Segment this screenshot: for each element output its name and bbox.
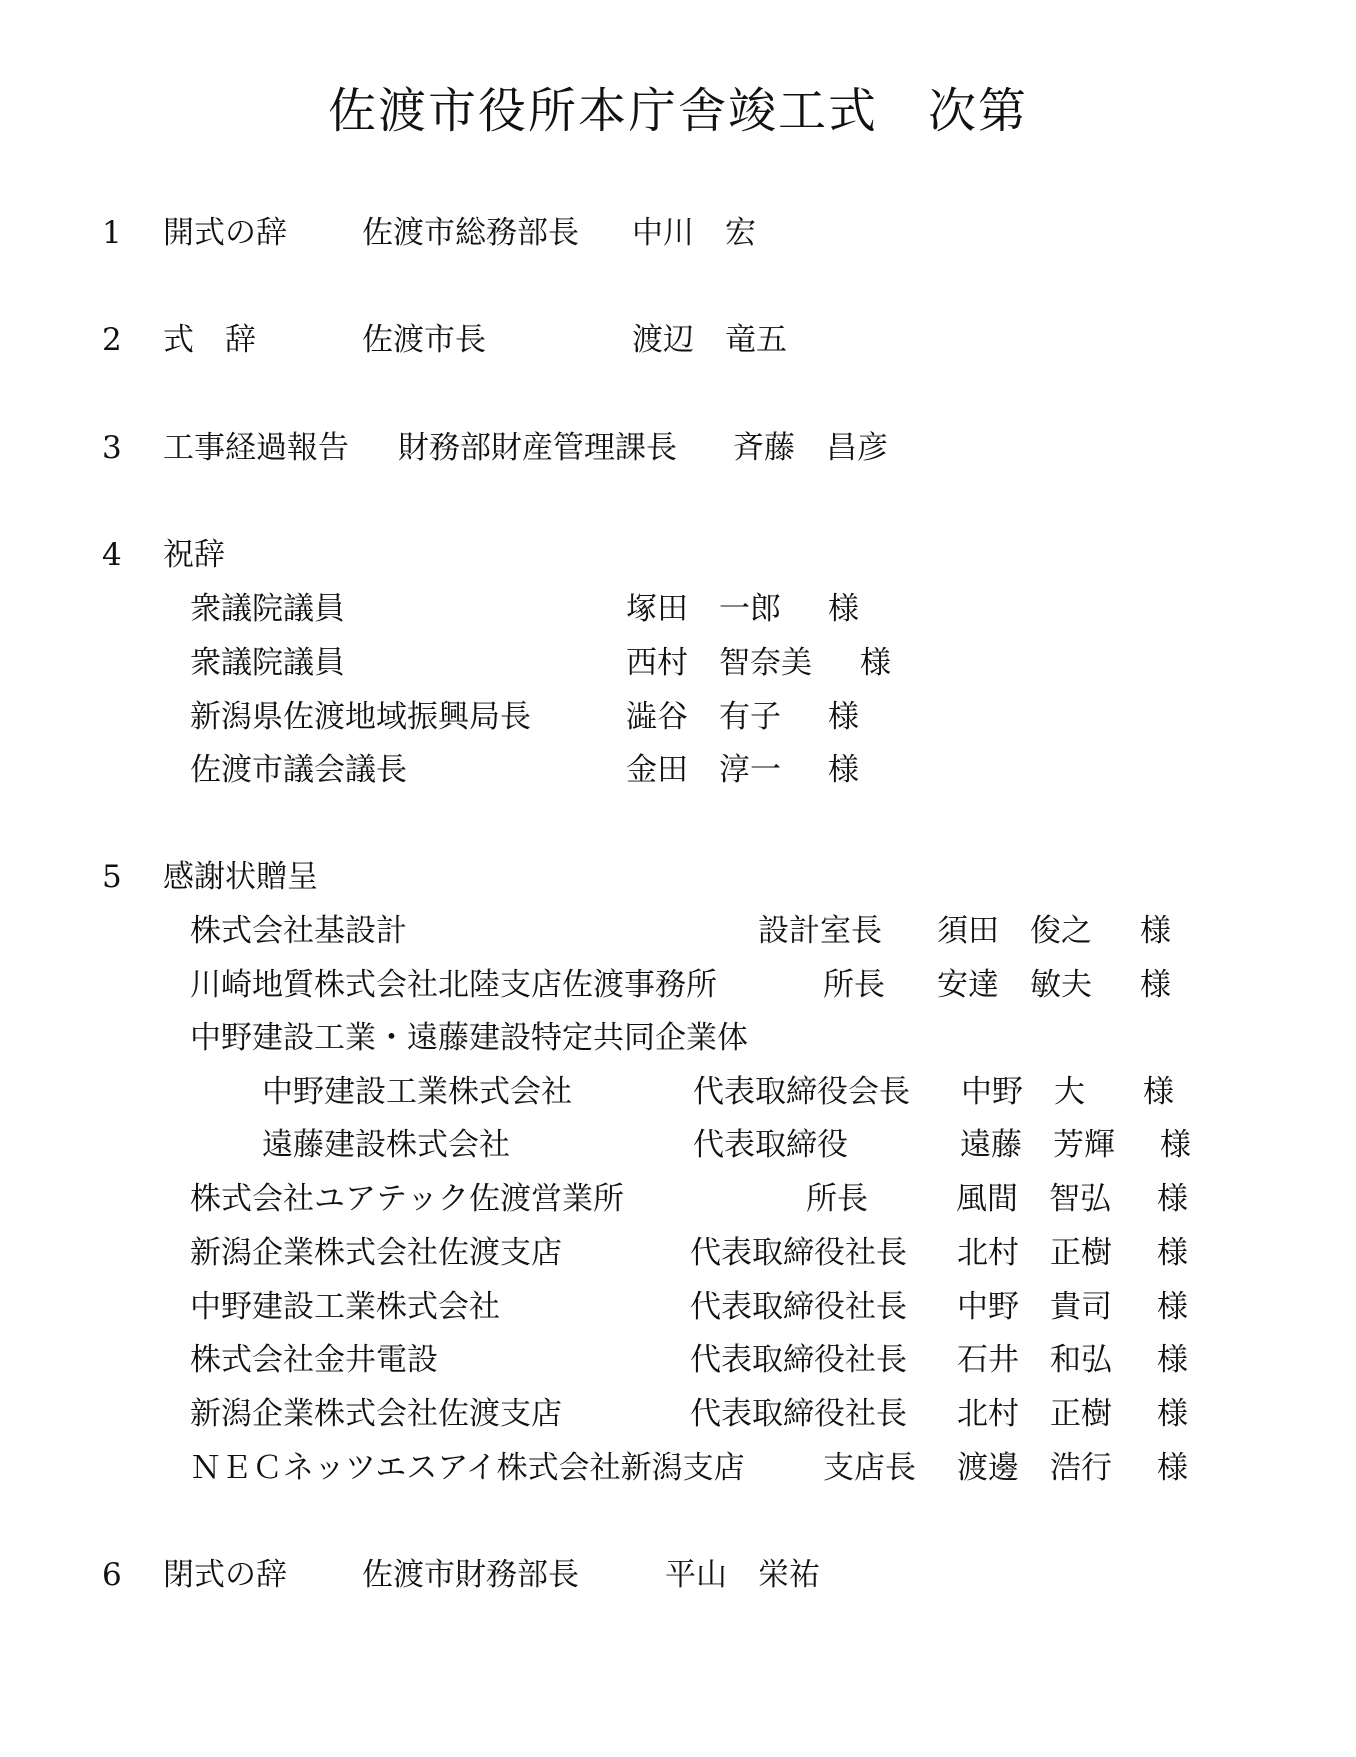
speaker-title: 財務部財産管理課長 — [398, 430, 677, 466]
award-company: 新潟企業株式会社佐渡支店 — [190, 1396, 562, 1432]
award-person: 中野 大 — [961, 1074, 1085, 1110]
guest-name: 澁谷 有子 — [626, 699, 781, 735]
award-position: 所長 — [823, 967, 885, 1003]
agenda-label: 工事経過報告 — [163, 430, 349, 466]
agenda-number: 3 — [102, 430, 122, 466]
guest-name: 西村 智奈美 — [626, 645, 812, 681]
agenda-label: 閉式の辞 — [163, 1557, 287, 1593]
award-company: 株式会社基設計 — [190, 913, 407, 949]
guest-honorific: 様 — [828, 591, 859, 627]
speaker-name: 平山 栄祐 — [665, 1557, 820, 1593]
speaker-name: 渡辺 竜五 — [632, 322, 787, 358]
agenda-number: 1 — [102, 215, 122, 251]
award-company: 新潟企業株式会社佐渡支店 — [190, 1235, 562, 1271]
guest-title: 佐渡市議会議長 — [190, 752, 407, 788]
agenda-label: 式 辞 — [163, 322, 256, 358]
document-title: 佐渡市役所本庁舎竣工式 次第 — [327, 83, 1028, 139]
award-position: 代表取締役社長 — [690, 1235, 907, 1271]
award-person: 北村 正樹 — [957, 1396, 1112, 1432]
guest-title: 衆議院議員 — [190, 645, 345, 681]
award-position: 代表取締役社長 — [690, 1342, 907, 1378]
award-person: 須田 俊之 — [937, 913, 1092, 949]
award-person: 風間 智弘 — [956, 1181, 1111, 1217]
agenda-number: 5 — [102, 859, 122, 895]
award-company: 株式会社金井電設 — [190, 1342, 438, 1378]
guest-title: 新潟県佐渡地域振興局長 — [190, 699, 531, 735]
speaker-title: 佐渡市総務部長 — [362, 215, 579, 251]
award-position: 所長 — [806, 1181, 868, 1217]
agenda-number: 4 — [102, 537, 122, 573]
agenda-label: 開式の辞 — [163, 215, 287, 251]
award-honorific: 様 — [1143, 1074, 1174, 1110]
agenda-number: 6 — [102, 1557, 122, 1593]
speaker-name: 中川 宏 — [632, 215, 756, 251]
award-position: 代表取締役会長 — [693, 1074, 910, 1110]
award-honorific: 様 — [1157, 1289, 1188, 1325]
award-position: 代表取締役社長 — [690, 1289, 907, 1325]
award-honorific: 様 — [1140, 967, 1171, 1003]
guest-honorific: 様 — [828, 752, 859, 788]
award-honorific: 様 — [1157, 1235, 1188, 1271]
award-honorific: 様 — [1157, 1342, 1188, 1378]
speaker-title: 佐渡市長 — [362, 322, 486, 358]
guest-honorific: 様 — [860, 645, 891, 681]
speaker-title: 佐渡市財務部長 — [362, 1557, 579, 1593]
award-company: 中野建設工業株式会社 — [262, 1074, 572, 1110]
award-company: 遠藤建設株式会社 — [262, 1127, 510, 1163]
award-position: 代表取締役社長 — [690, 1396, 907, 1432]
guest-title: 衆議院議員 — [190, 591, 345, 627]
award-person: 中野 貴司 — [957, 1289, 1112, 1325]
guest-name: 塚田 一郎 — [626, 591, 781, 627]
award-person: 石井 和弘 — [957, 1342, 1112, 1378]
agenda-label: 祝辞 — [163, 537, 225, 573]
award-company: 川崎地質株式会社北陸支店佐渡事務所 — [190, 967, 717, 1003]
guest-name: 金田 淳一 — [626, 752, 781, 788]
award-honorific: 様 — [1157, 1450, 1188, 1486]
award-honorific: 様 — [1157, 1396, 1188, 1432]
award-company: 株式会社ユアテック佐渡営業所 — [190, 1181, 624, 1217]
award-position: 設計室長 — [758, 913, 882, 949]
award-honorific: 様 — [1140, 913, 1171, 949]
award-person: 渡邊 浩行 — [957, 1450, 1112, 1486]
award-honorific: 様 — [1157, 1181, 1188, 1217]
guest-honorific: 様 — [828, 699, 859, 735]
agenda-number: 2 — [102, 322, 122, 358]
award-person: 安達 敏夫 — [937, 967, 1092, 1003]
award-person: 遠藤 芳輝 — [960, 1127, 1115, 1163]
award-honorific: 様 — [1160, 1127, 1191, 1163]
agenda-label: 感謝状贈呈 — [163, 859, 318, 895]
award-company: 中野建設工業・遠藤建設特定共同企業体 — [190, 1020, 748, 1056]
award-position: 支店長 — [823, 1450, 916, 1486]
award-company: 中野建設工業株式会社 — [190, 1289, 500, 1325]
award-company: ＮＥＣネッツエスアイ株式会社新潟支店 — [190, 1450, 745, 1486]
award-person: 北村 正樹 — [957, 1235, 1112, 1271]
speaker-name: 斉藤 昌彦 — [733, 430, 888, 466]
award-position: 代表取締役 — [693, 1127, 848, 1163]
